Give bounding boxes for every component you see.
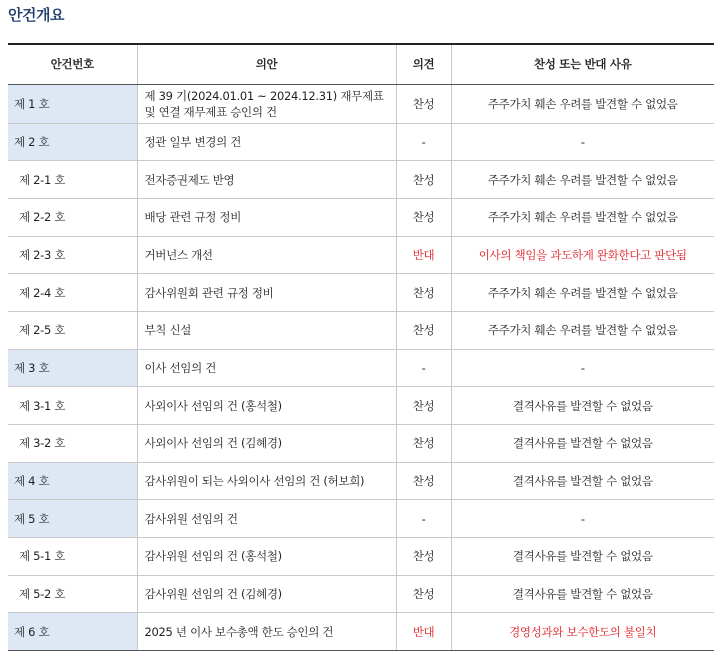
agenda-number: 제 2-2 호 [8,198,137,236]
table-row [8,538,714,576]
agenda-number: 제 3-1 호 [8,387,137,425]
opinion-cell: - [396,500,451,538]
section-title: 안건개요 [8,6,64,24]
agenda-number: 제 2-3 호 [8,236,137,274]
reason-cell: 주주가치 훼손 우려를 발견할 수 없었음 [451,161,714,199]
opinion-cell: 찬성 [396,425,451,463]
agenda-title: 이사 선임의 건 [137,349,396,387]
opinion-cell: 찬성 [396,274,451,312]
agenda-number: 제 3 호 [8,349,137,387]
agenda-number: 제 2-1 호 [8,161,137,199]
column-header-opinion: 의견 [396,44,451,84]
table-row [8,387,714,425]
table-row [8,311,714,349]
agenda-title: 제 39 기(2024.01.01 ~ 2024.12.31) 재무제표 및 연결 재무제표 승인의 건 [137,84,396,123]
table-row [8,575,714,613]
agenda-title: 감사위원 선임의 건 (홍석철) [137,538,396,576]
reason-cell: 결격사유를 발견할 수 없었음 [451,575,714,613]
agenda-table [8,43,714,651]
table-row [8,462,714,500]
agenda-title: 감사위원이 되는 사외이사 선임의 건 (허보희) [137,462,396,500]
agenda-number: 제 6 호 [8,613,137,651]
opinion-cell: 찬성 [396,575,451,613]
opinion-cell: 찬성 [396,198,451,236]
reason-cell: 주주가치 훼손 우려를 발견할 수 없었음 [451,274,714,312]
table-row [8,425,714,463]
table-row [8,84,714,123]
table-row [8,500,714,538]
opinion-cell: - [396,123,451,161]
agenda-title: 2025 년 이사 보수총액 한도 승인의 건 [137,613,396,651]
agenda-title: 배당 관련 규정 정비 [137,198,396,236]
reason-cell-against: 경영성과와 보수한도의 불일치 [451,613,714,651]
agenda-number: 제 2-5 호 [8,311,137,349]
table-header-row [8,44,714,84]
reason-cell: 결격사유를 발견할 수 없었음 [451,425,714,463]
agenda-title: 사외이사 선임의 건 (홍석철) [137,387,396,425]
opinion-cell: - [396,349,451,387]
opinion-cell: 찬성 [396,311,451,349]
opinion-cell-against: 반대 [396,236,451,274]
table-row [8,236,714,274]
reason-cell: 결격사유를 발견할 수 없었음 [451,462,714,500]
agenda-number: 제 5-1 호 [8,538,137,576]
agenda-number: 제 5 호 [8,500,137,538]
agenda-number: 제 3-2 호 [8,425,137,463]
agenda-title: 사외이사 선임의 건 (김혜경) [137,425,396,463]
table-row [8,274,714,312]
agenda-title: 감사위원 선임의 건 (김혜경) [137,575,396,613]
agenda-number: 제 5-2 호 [8,575,137,613]
reason-cell: 결격사유를 발견할 수 없었음 [451,538,714,576]
reason-cell-against: 이사의 책임을 과도하게 완화한다고 판단됨 [451,236,714,274]
reason-cell: - [451,500,714,538]
opinion-cell: 찬성 [396,161,451,199]
reason-cell: 주주가치 훼손 우려를 발견할 수 없었음 [451,311,714,349]
agenda-number: 제 4 호 [8,462,137,500]
agenda-title: 감사위원회 관련 규정 정비 [137,274,396,312]
column-header-reason: 찬성 또는 반대 사유 [451,44,714,84]
table-row [8,123,714,161]
opinion-cell: 찬성 [396,387,451,425]
table-row [8,161,714,199]
agenda-number: 제 1 호 [8,84,137,123]
agenda-number: 제 2 호 [8,123,137,161]
reason-cell: 주주가치 훼손 우려를 발견할 수 없었음 [451,84,714,123]
reason-cell: 주주가치 훼손 우려를 발견할 수 없었음 [451,198,714,236]
opinion-cell: 찬성 [396,538,451,576]
table-row [8,613,714,651]
reason-cell: - [451,123,714,161]
table-row [8,198,714,236]
column-header-number: 안건번호 [8,44,137,84]
column-header-agenda: 의안 [137,44,396,84]
agenda-title: 감사위원 선임의 건 [137,500,396,538]
agenda-title: 전자증권제도 반영 [137,161,396,199]
agenda-title: 정관 일부 변경의 건 [137,123,396,161]
reason-cell: 결격사유를 발견할 수 없었음 [451,387,714,425]
agenda-title: 거버넌스 개선 [137,236,396,274]
agenda-title: 부칙 신설 [137,311,396,349]
table-row [8,349,714,387]
agenda-number: 제 2-4 호 [8,274,137,312]
reason-cell: - [451,349,714,387]
opinion-cell-against: 반대 [396,613,451,651]
opinion-cell: 찬성 [396,84,451,123]
opinion-cell: 찬성 [396,462,451,500]
